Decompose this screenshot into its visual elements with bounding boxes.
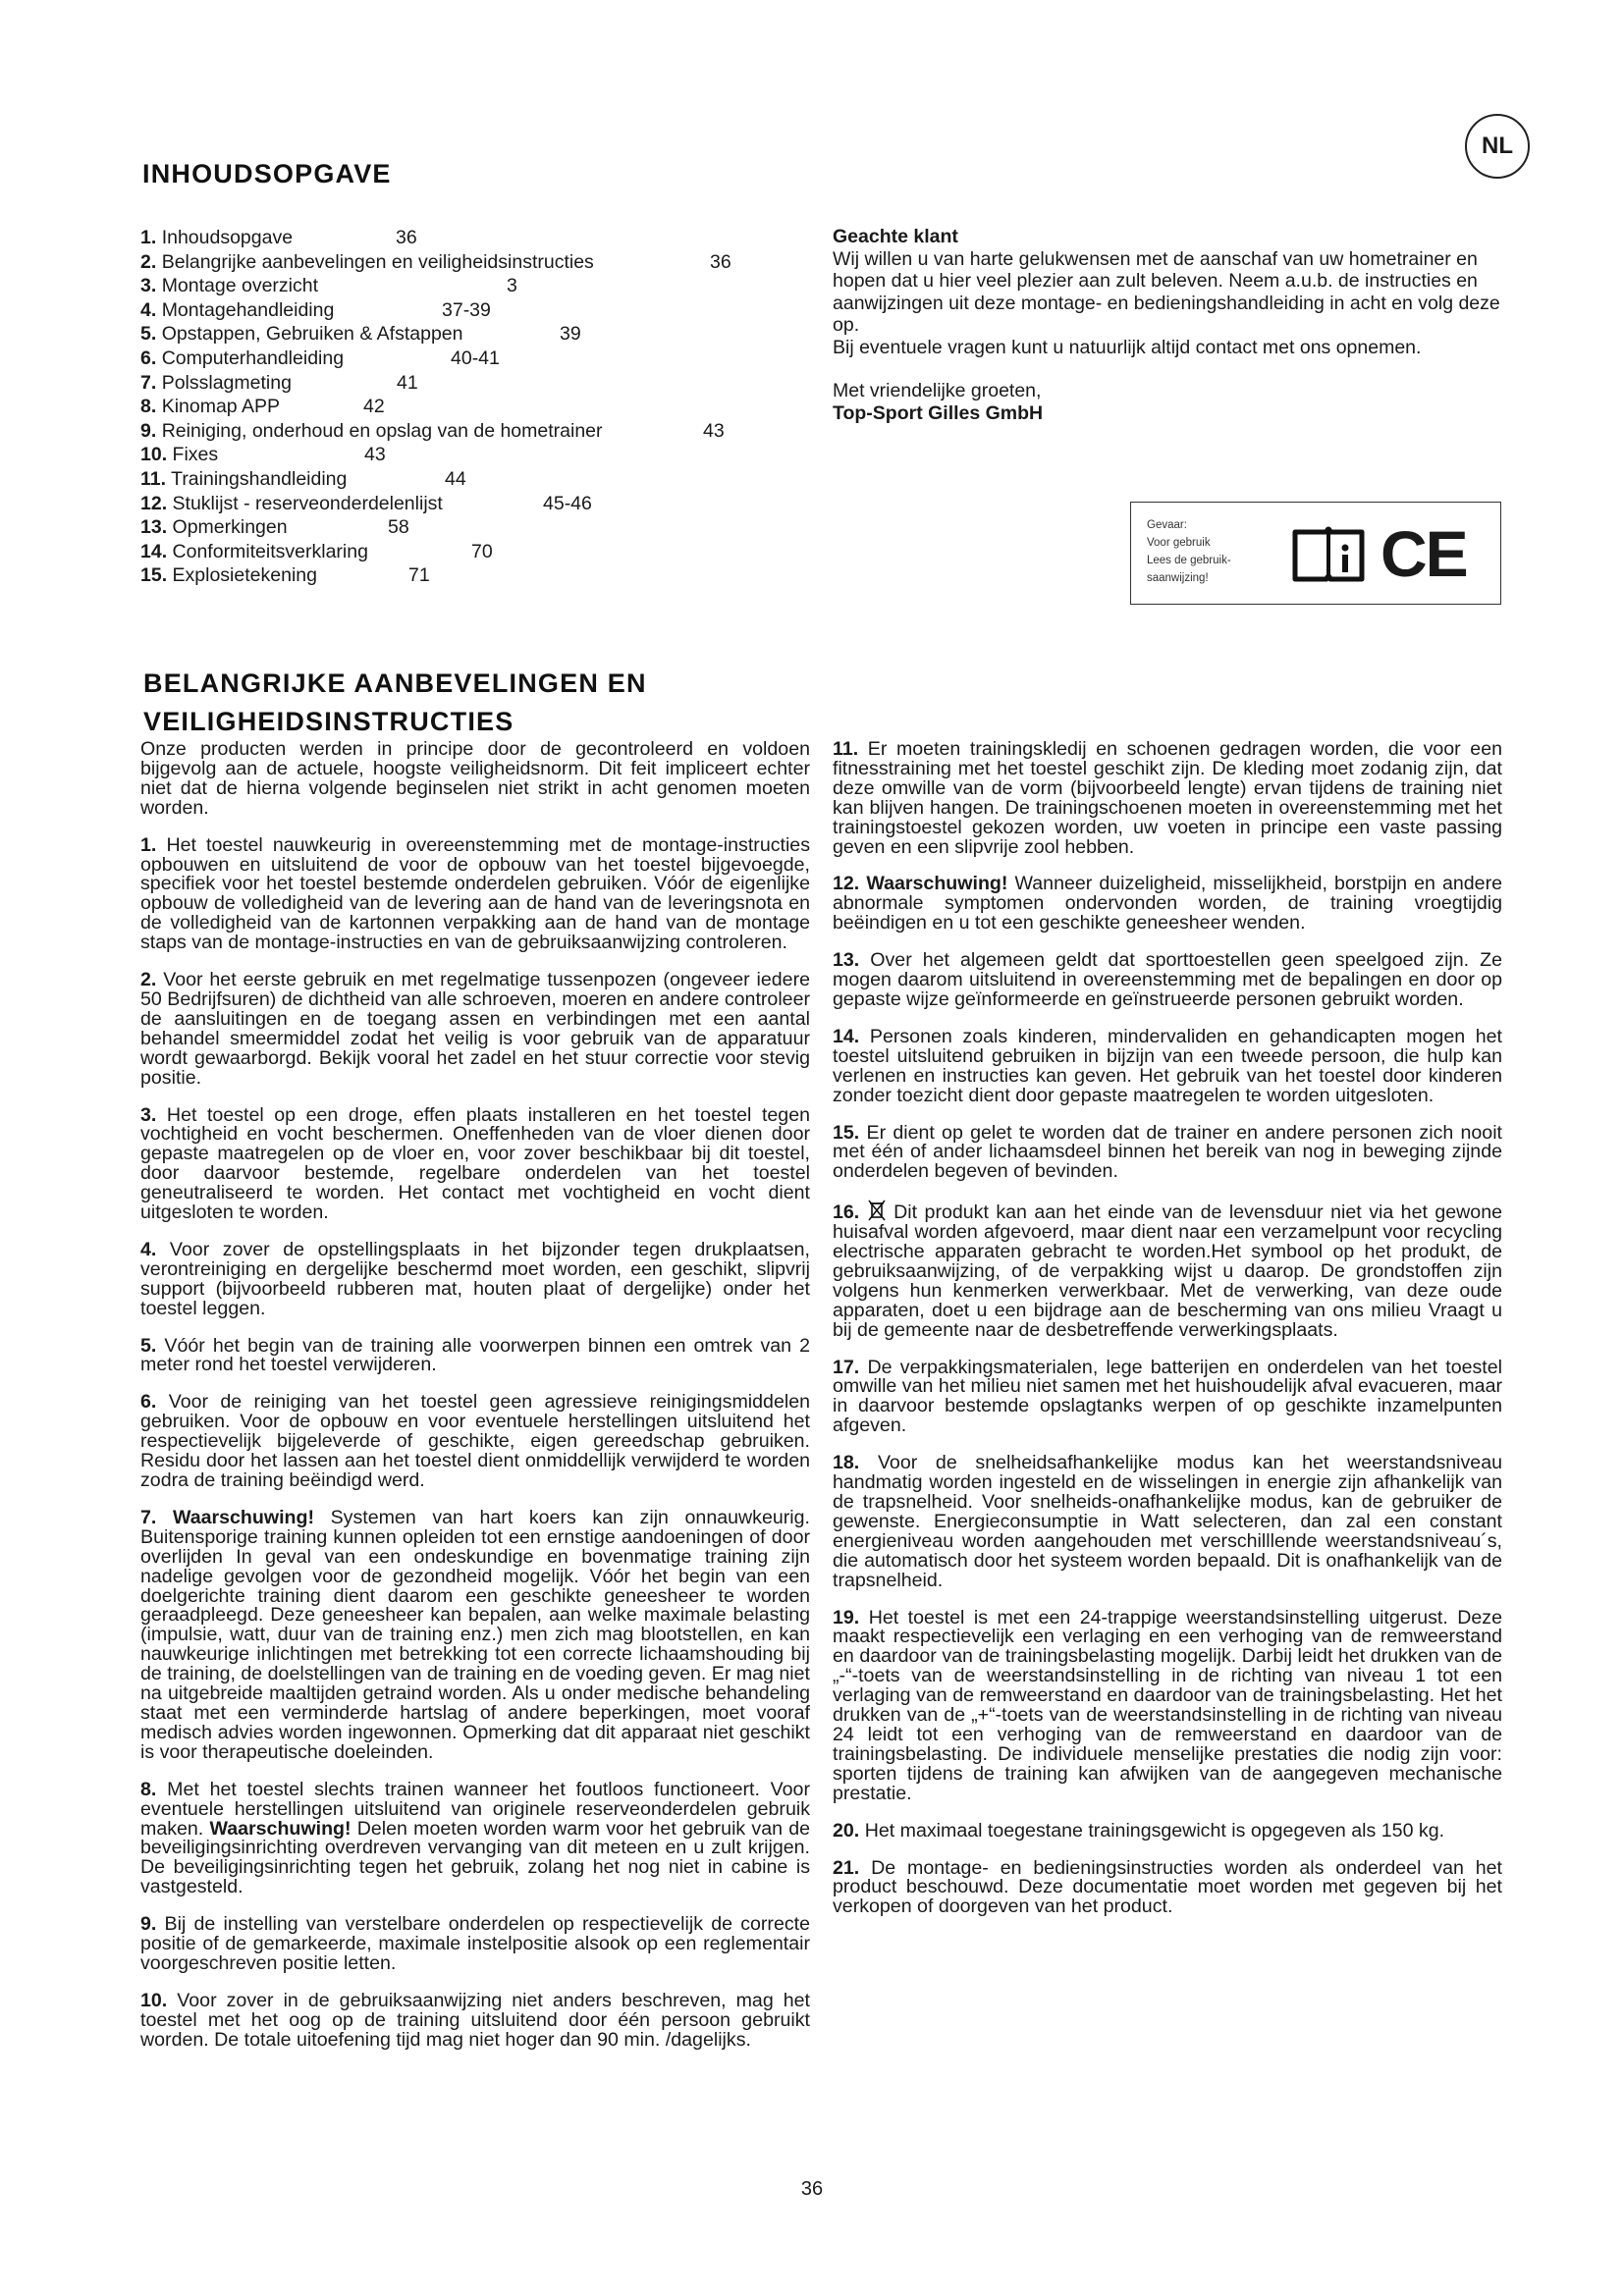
safety-column-left xyxy=(140,740,810,2068)
warning-box xyxy=(1130,502,1501,605)
toc-item[interactable]: 15. Explosietekening 71 xyxy=(140,564,430,587)
toc-item[interactable]: 8. Kinomap APP 42 xyxy=(140,396,385,418)
safety-column-right xyxy=(833,740,1502,1935)
toc-item[interactable]: 12. Stuklijst - reserveonderdelenlijst 45-46 xyxy=(140,492,592,514)
greeting-heading: Geachte klant xyxy=(833,226,958,247)
warning-text: Lees de gebruik- xyxy=(1147,555,1231,566)
safety-item: 1. Het toestel nauwkeurig in overeenstemming met de montage-instructies opbouwen en uitsluitend de voor de opbouw van het toestel bijgevoegde, specifiek voor het toestel bestemde onderdelen gebruiken. Vóór de eigenlijke opbouw de volledigheid van de levering aan de hand van de leveringsnota en de volledigheid van de kartonnen verpakking aan de hand van de montage staps van de montage-instructies en van de gebruiksaanwijzing controleren. xyxy=(140,833,810,954)
safety-item: 8. Met het toestel slechts trainen wanneer het foutloos functioneert. Voor eventuele herstellingen uitsluitend van originele reserveonderdelen gebruik maken. Waarschuwing! Delen moeten worden warm voor het gebruik van de beveiligingsinrichting overdreven vervanging van dit meteen en u zult krijgen. De beveiligingsinrichting tegen het gebruik, zolang het nog niet in cabine is vastgesteld. xyxy=(140,1778,810,1898)
language-badge: NL xyxy=(1465,114,1530,179)
safety-item: 19. Het toestel is met een 24-trappige weerstandsinstelling uitgerust. Deze maakt respectievelijk een verlaging en een verhoging van de remweerstand en daardoor van de trainingsbelasting mogelijk. Darbij leidt het drukken van de „-“-toets van de weerstandsinstelling in de richting van niveau 1 tot een verlaging van de remweerstand en daardoor van de trainingsbelasting. Het het drukken van de „+“-toets van de weerstandsinstelling in de richting van niveau 24 leidt tot een verhoging van de remweerstand en daardoor van de trainingsbelasting. De individuele menselijke prestaties die nodig zijn voor: sporten tijdens de training kan afwijken van de aangegeven mechanische prestatie. xyxy=(833,1606,1502,1804)
safety-item: 7. Waarschuwing! Systemen van hart koers kan zijn onnauwkeurig. Buitensporige training kunnen opleiden tot een ernstige aandoeningen of door overlijden In geval van een ondeskundige en bovenmatige training zijn nadelige gevolgen voor de gezondheid mogelijk. Vóór het begin van een doelgerichte training dient daarom een geschikte geneesheer te worden geraadpleegd. Deze geneesheer kan bepalen, aan welke maximale belasting (impulsie, watt, duur van de training enz.) men zich mag blootstellen, en kan nauwkeurige inlichtingen met betrekking tot een correcte lichaamshouding bij de training, de doelstellingen van de training en de voeding geven. Er mag niet na uitgebreide maaltijden getraind worden. Als u onder medische behandeling staat met een verminderde hartslag of andere beperkingen, moet vooraf medisch advies worden ingewonnen. Opmerking dat dit apparaat niet geschikt is voor therapeutische doeleinden. xyxy=(140,1506,810,1763)
weee-bin-icon xyxy=(867,1200,887,1221)
greeting-contact: Bij eventuele vragen kunt u natuurlijk altijd contact met ons opnemen. xyxy=(833,336,1422,358)
page-number: 36 xyxy=(800,2178,824,2200)
toc-item[interactable]: 5. Opstappen, Gebruiken & Afstappen 39 xyxy=(140,323,581,346)
toc-item[interactable]: 7. Polsslagmeting 41 xyxy=(140,371,418,394)
ce-mark: CE xyxy=(1380,517,1467,590)
safety-item: 13. Over het algemeen geldt dat sporttoestellen geen speelgoed zijn. Ze mogen daarom uitsluitend in overeenstemming met de bepalingen en door op gepaste wijze geïnformeerde en geïnstrueerde personen gebruikt worden. xyxy=(833,949,1502,1010)
safety-item: 3. Het toestel op een droge, effen plaats installeren en het toestel tegen vochtigheid en vocht beschermen. Oneffenheden van de vloer dienen door gepaste maatregelen op de vloer en, voor zover beschikbaar bij dit toestel, door daarvoor bestemde, regelbare onderdelen van het toestel geneutraliseerd te worden. Het contact met vochtigheid en vocht dient uitgesloten te worden. xyxy=(140,1103,810,1224)
toc-item[interactable]: 1. Inhoudsopgave 36 xyxy=(140,227,417,248)
toc-item[interactable]: 11. Trainingshandleiding 44 xyxy=(140,467,466,490)
toc-item[interactable]: 4. Montagehandleiding 37-39 xyxy=(140,298,491,321)
greeting-block xyxy=(833,226,1500,424)
safety-item: 11. Er moeten trainingskledij en schoenen gedragen worden, die voor een fitnesstraining met het toestel geschikt zijn. De kleding moet zodanig zijn, dat deze omwille van de vorm (bijvoorbeeld lengte) ervan tijdens de training niet kan blijven hangen. De trainingschoenen moeten in overeenstemming met het trainingstoestel gekozen worden, uw voeten in principe een vaste passing geven en een slipvrije zool hebben. xyxy=(833,738,1502,858)
safety-item: 16. Dit produkt kan aan het einde van de levensduur niet via het gewone huisafval worden afgevoerd, maar dient naar een verzamelpunt voor recycling electrische apparaten gebracht te worden.Het symbool op het produkt, de gebruiksaanwijzing, of de verpakking wijst u daarop. De grondstoffen zijn volgens hun kenmerken verwerkbaar. Met de verwerking, van deze oude apparaten, doet u een bijdrage aan de bescherming van ons milieu Vraagt u bij de gemeente naar de desbetreffende verwerkingsplaats. xyxy=(833,1201,1502,1341)
safety-item: 14. Personen zoals kinderen, mindervaliden en gehandicapten mogen het toestel uitsluitend gebruiken in bijzijn van een tweede persoon, die hulp kan verlenen en instructies kan geven. Het gebruik van het toestel door kinderen zonder toezicht dient door gepaste maatregelen te worden uitgesloten. xyxy=(833,1025,1502,1106)
toc-item[interactable]: 14. Conformiteitsverklaring 70 xyxy=(140,540,493,562)
safety-intro: Onze producten werden in principe door de gecontroleerd en voldoen bijgevolg aan de actuele, hoogste veiligheidsnorm. Dit feit impliceert echter niet dat de hierna volgende beginselen niet strikt in acht genomen moeten worden. xyxy=(140,738,810,819)
toc-title: INHOUDSOPGAVE xyxy=(142,159,392,188)
safety-item: 20. Het maximaal toegestane trainingsgewicht is opgegeven als 150 kg. xyxy=(833,1819,1445,1842)
toc-item[interactable]: 3. Montage overzicht 3 xyxy=(140,275,517,297)
warning-text: saanwijzing! xyxy=(1147,572,1209,584)
safety-item: 4. Voor zover de opstellingsplaats in het bijzonder tegen drukplaatsen, verontreiniging en dergelijke beschermd moet worden, een geschikt, slipvrij support (bijvoorbeeld rubberen mat, houten plaat of dergelijke) onder het toestel leggen. xyxy=(140,1238,810,1319)
warning-text: Voor gebruik xyxy=(1147,537,1211,549)
safety-item: 6. Voor de reiniging van het toestel geen agressieve reinigingsmiddelen gebruiken. Voor de opbouw en voor eventuele herstellingen uitsluitend het respectievelijk bijgeleverde of geschikte, eigen gereedschap gebruiken. Residu door het lassen aan het toestel dient onmiddellijk verwijderd te worden zodra de training beëindigd werd. xyxy=(140,1391,810,1491)
toc-item[interactable]: 9. Reiniging, onderhoud en opslag van de hometrainer 43 xyxy=(140,419,725,442)
toc-item[interactable]: 13. Opmerkingen 58 xyxy=(140,516,409,539)
warning-text: Gevaar: xyxy=(1147,519,1187,531)
manual-book-icon xyxy=(1289,524,1368,585)
safety-item: 2. Voor het eerste gebruik en met regelmatige tussenpozen (ongeveer iedere 50 Bedrijfsuren) de dichtheid van alle schroeven, moeren en andere controleer de aansluitingen en de toegang assen en verbindingen met een aantal behandel smeermiddel zodat het veilig is voor gebruik van de apparatuur wordt gewaarborgd. Bekijk vooral het zadel en het stuur correctie voor stevig positie. xyxy=(140,969,810,1089)
safety-item: 12. Waarschuwing! Wanneer duizeligheid, misselijkheid, borstpijn en andere abnormale symptomen ondervonden worden, de training vroegtijdig beëindigen en u tot een geschikte geneesheer wenden. xyxy=(833,873,1502,934)
safety-item: 15. Er dient op gelet te worden dat de trainer en andere personen zich nooit met één of ander lichaamsdeel binnen het bereik van nog in beweging zijnde onderdelen begeven of bevinden. xyxy=(833,1121,1502,1183)
safety-item: 17. De verpakkingsmaterialen, lege batterijen en onderdelen van het toestel omwille van het milieu niet samen met het huishoudelijk afval evacueren, maar in daarvoor bestemde opslagtanks werpen of op geschikte inzamelpunten afgeven. xyxy=(833,1356,1502,1437)
table-of-contents xyxy=(140,226,769,588)
safety-item: 5. Vóór het begin van de training alle voorwerpen binnen een omtrek van 2 meter rond het toestel verwijderen. xyxy=(140,1334,810,1376)
greeting-closing: Met vriendelijke groeten, xyxy=(833,380,1042,401)
safety-item: 18. Voor de snelheidsafhankelijke modus kan het weerstandsniveau handmatig worden ingesteld en de wisselingen in energie zijn afhankelijk van de trapsnelheid. Voor snelheids-onafhankelijke modus, kan de gebruiker de gewenste. Energieconsumptie in Watt selecteren, dan zal een constant energieniveau worden aangehouden met verschilllende weerstandsniveau´s, die automatisch door het systeem worden bepaald. Dit is onafhankelijk van de trapsnelheid. xyxy=(833,1452,1502,1591)
greeting-paragraph: Wij willen u van harte gelukwensen met de aanschaf van uw hometrainer en hopen dat u hier veel plezier aan zult beleven. Neem a.u.b. de instructies en aanwijzingen uit deze montage- en bedieningshandleiding in acht en volg deze op. xyxy=(833,247,1500,336)
safety-item: 9. Bij de instelling van verstelbare onderdelen op respectievelijk de correcte positie of de gemarkeerde, maximale instelpositie alsook op een reglementair voorgeschreven positie letten. xyxy=(140,1913,810,1974)
toc-item[interactable]: 2. Belangrijke aanbevelingen en veiligheidsinstructies 36 xyxy=(140,250,731,273)
safety-item: 21. De montage- en bedieningsinstructies worden als onderdeel van het product beschouwd. Deze documentatie moet worden met gegeven bij het verkopen of doorgeven van het product. xyxy=(833,1856,1502,1918)
safety-section-title: BELANGRIJKE AANBEVELINGEN EN VEILIGHEIDSINSTRUCTIES xyxy=(143,668,647,736)
safety-item: 10. Voor zover in de gebruiksaanwijzing niet anders beschreven, mag het toestel met het oog op de training uitsluitend door één persoon gebruikt worden. De totale uitoefening tijd mag niet hoger dan 90 min. /dagelijks. xyxy=(140,1989,810,2051)
toc-item[interactable]: 6. Computerhandleiding 40-41 xyxy=(140,347,500,369)
toc-item[interactable]: 10. Fixes 43 xyxy=(140,444,386,466)
company-name: Top-Sport Gilles GmbH xyxy=(833,401,1044,424)
